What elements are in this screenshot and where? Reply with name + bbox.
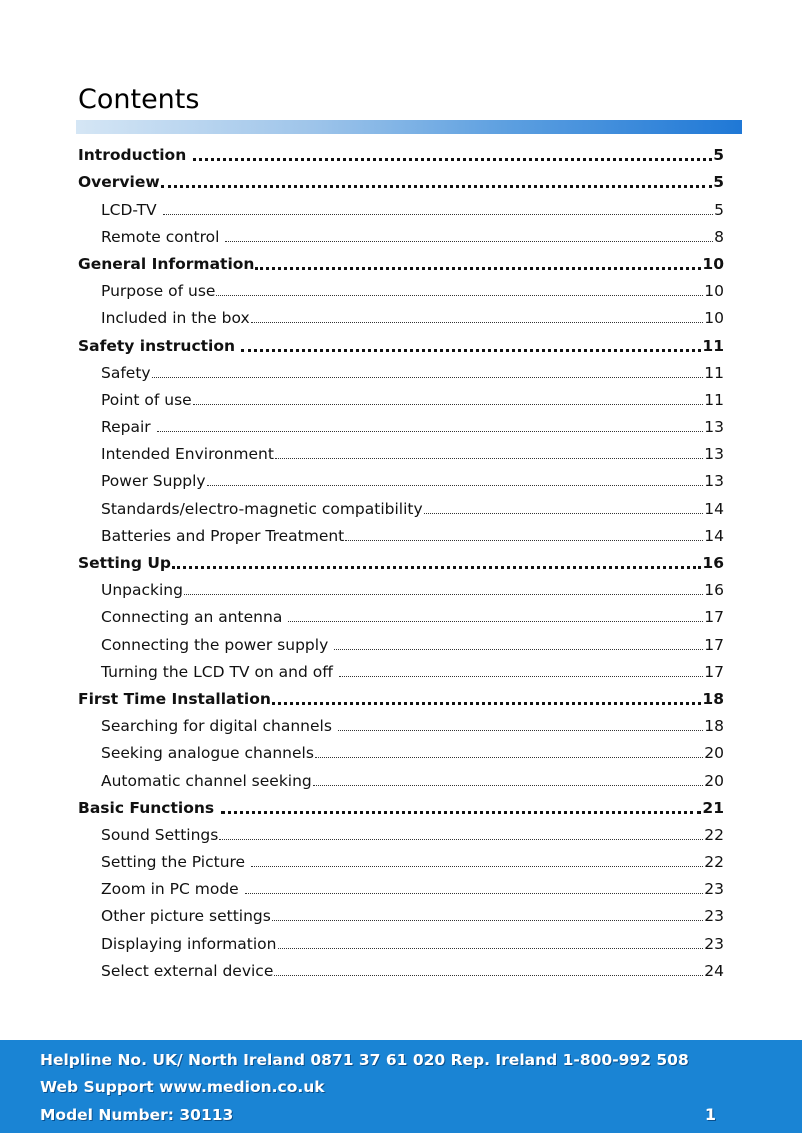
toc-subsection-entry[interactable] <box>78 467 724 494</box>
toc-entry-page: 11 <box>704 390 724 409</box>
toc-entry-page: 23 <box>704 907 724 926</box>
toc-entry-label: Safety <box>101 363 151 382</box>
toc-entry-page: 13 <box>704 472 724 491</box>
toc-entry-label: Seeking analogue channels <box>101 744 314 763</box>
toc-entry-label: Safety instruction <box>78 336 241 355</box>
footer-bar <box>0 1040 802 1133</box>
toc-entry-label: Other picture settings <box>101 907 271 926</box>
toc-dot-leader <box>219 839 703 840</box>
toc-dot-leader <box>216 295 703 296</box>
toc-subsection-entry[interactable] <box>78 929 724 956</box>
toc-subsection-entry[interactable] <box>78 386 724 413</box>
toc-subsection-entry[interactable] <box>78 195 724 222</box>
toc-section-entry[interactable] <box>78 250 724 277</box>
toc-entry-label: Displaying information <box>101 934 277 953</box>
toc-entry-page: 11 <box>702 336 724 355</box>
toc-dot-leader <box>245 893 704 894</box>
toc-section-entry[interactable] <box>78 168 724 195</box>
toc-dot-leader <box>193 404 704 405</box>
toc-entry-label: Repair <box>101 418 156 437</box>
toc-entry-page: 13 <box>704 418 724 437</box>
toc-entry-page: 20 <box>704 771 724 790</box>
toc-subsection-entry[interactable] <box>78 821 724 848</box>
toc-dot-leader <box>313 785 703 786</box>
toc-subsection-entry[interactable] <box>78 440 724 467</box>
toc-entry-label: Turning the LCD TV on and off <box>101 662 338 681</box>
toc-entry-page: 16 <box>704 581 724 600</box>
page-title: Contents <box>78 84 200 115</box>
toc-dot-leader <box>241 349 701 352</box>
toc-entry-label: First Time Installation <box>78 689 271 708</box>
toc-dot-leader <box>272 920 703 921</box>
toc-dot-leader <box>161 185 713 188</box>
toc-entry-page: 10 <box>702 254 724 273</box>
toc-entry-label: Point of use <box>101 390 192 409</box>
helpline-text: Helpline No. UK/ North Ireland 0871 37 61 020 Rep. Ireland 1-800-992 508 <box>40 1051 689 1069</box>
toc-dot-leader <box>339 676 703 677</box>
toc-subsection-entry[interactable] <box>78 902 724 929</box>
toc-entry-page: 13 <box>704 445 724 464</box>
toc-section-entry[interactable] <box>78 141 724 168</box>
toc-dot-leader <box>345 540 703 541</box>
toc-entry-page: 8 <box>714 227 724 246</box>
toc-dot-leader <box>338 730 703 731</box>
toc-subsection-entry[interactable] <box>78 277 724 304</box>
toc-entry-page: 18 <box>704 717 724 736</box>
toc-entry-page: 14 <box>704 499 724 518</box>
toc-entry-page: 11 <box>704 363 724 382</box>
toc-entry-page: 21 <box>702 798 724 817</box>
model-number-text: Model Number: 30113 <box>40 1106 234 1124</box>
toc-entry-page: 10 <box>704 282 724 301</box>
toc-entry-label: Overview <box>78 173 160 192</box>
toc-subsection-entry[interactable] <box>78 304 724 331</box>
toc-dot-leader <box>207 485 704 486</box>
toc-entry-label: Power Supply <box>101 472 206 491</box>
toc-entry-page: 24 <box>704 961 724 980</box>
toc-entry-label: Intended Environment <box>101 445 274 464</box>
toc-entry-label: Sound Settings <box>101 825 219 844</box>
toc-subsection-entry[interactable] <box>78 359 724 386</box>
toc-subsection-entry[interactable] <box>78 494 724 521</box>
toc-entry-page: 18 <box>702 689 724 708</box>
toc-section-entry[interactable] <box>78 685 724 712</box>
toc-dot-leader <box>278 948 704 949</box>
toc-dot-leader <box>221 811 702 814</box>
toc-subsection-entry[interactable] <box>78 848 724 875</box>
toc-subsection-entry[interactable] <box>78 739 724 766</box>
toc-entry-label: Select external device <box>101 961 274 980</box>
toc-dot-leader <box>152 377 704 378</box>
toc-subsection-entry[interactable] <box>78 658 724 685</box>
page-number: 1 <box>704 1105 716 1124</box>
toc-entry-page: 17 <box>704 608 724 627</box>
toc-entry-page: 5 <box>714 200 724 219</box>
toc-entry-page: 23 <box>704 934 724 953</box>
toc-entry-label: Automatic channel seeking <box>101 771 312 790</box>
toc-entry-label: Standards/electro-magnetic compatibility <box>101 499 423 518</box>
toc-entry-label: Searching for digital channels <box>101 717 337 736</box>
toc-entry-label: Setting Up <box>78 554 172 572</box>
toc-subsection-entry[interactable] <box>78 522 724 549</box>
toc-dot-leader <box>184 594 703 595</box>
toc-subsection-entry[interactable] <box>78 223 724 250</box>
toc-entry-label: Connecting the power supply <box>101 635 334 654</box>
toc-subsection-entry[interactable] <box>78 957 724 984</box>
toc-subsection-entry[interactable] <box>78 603 724 630</box>
toc-subsection-entry[interactable] <box>78 413 724 440</box>
toc-entry-label: Purpose of use <box>101 282 216 301</box>
toc-entry-label: Basic Functions <box>78 798 220 817</box>
toc-subsection-entry[interactable] <box>78 712 724 739</box>
toc-dot-leader <box>157 431 704 432</box>
toc-dot-leader <box>272 702 702 705</box>
toc-entry-label: Setting the Picture <box>101 853 251 872</box>
toc-entry-page: 22 <box>704 853 724 872</box>
toc-entry-label: Introduction <box>78 146 192 165</box>
web-support-text: Web Support www.medion.co.uk <box>40 1078 325 1096</box>
toc-dot-leader <box>315 757 703 758</box>
toc-entry-label: LCD-TV <box>101 200 162 219</box>
toc-dot-leader <box>334 649 703 650</box>
toc-entry-page: 16 <box>702 554 724 572</box>
toc-dot-leader <box>163 214 713 215</box>
toc-section-entry[interactable] <box>78 549 724 576</box>
toc-dot-leader <box>251 866 703 867</box>
toc-entry-label: Remote control <box>101 227 225 246</box>
toc-dot-leader <box>424 513 704 514</box>
toc-entry-label: Zoom in PC mode <box>101 880 244 899</box>
toc-entry-label: Unpacking <box>101 581 183 600</box>
toc-dot-leader <box>225 241 713 242</box>
toc-entry-page: 14 <box>704 526 724 545</box>
toc-entry-page: 20 <box>704 744 724 763</box>
toc-section-entry[interactable] <box>78 794 724 821</box>
toc-dot-leader <box>288 621 703 622</box>
toc-entry-label: Included in the box <box>101 309 250 328</box>
toc-dot-leader <box>255 267 701 270</box>
toc-subsection-entry[interactable] <box>78 766 724 793</box>
toc-dot-leader <box>251 322 704 323</box>
toc-section-entry[interactable] <box>78 331 724 358</box>
toc-entry-label: Batteries and Proper Treatment <box>101 526 345 545</box>
toc-subsection-entry[interactable] <box>78 630 724 657</box>
toc-entry-page: 10 <box>704 309 724 328</box>
toc-entry-page: 5 <box>713 173 724 192</box>
toc-dot-leader <box>274 975 703 976</box>
toc-subsection-entry[interactable] <box>78 875 724 902</box>
title-gradient-bar <box>76 120 742 134</box>
toc-dot-leader <box>172 566 701 569</box>
toc-dot-leader <box>275 458 703 459</box>
toc-entry-label: Connecting an antenna <box>101 608 288 627</box>
toc-subsection-entry[interactable] <box>78 576 724 603</box>
toc-entry-label: General Information <box>78 254 255 273</box>
table-of-contents <box>78 141 724 984</box>
toc-entry-page: 17 <box>704 662 724 681</box>
toc-dot-leader <box>193 158 713 161</box>
toc-entry-page: 22 <box>704 825 724 844</box>
toc-entry-page: 5 <box>713 146 724 165</box>
toc-entry-page: 17 <box>704 635 724 654</box>
toc-entry-page: 23 <box>704 880 724 899</box>
